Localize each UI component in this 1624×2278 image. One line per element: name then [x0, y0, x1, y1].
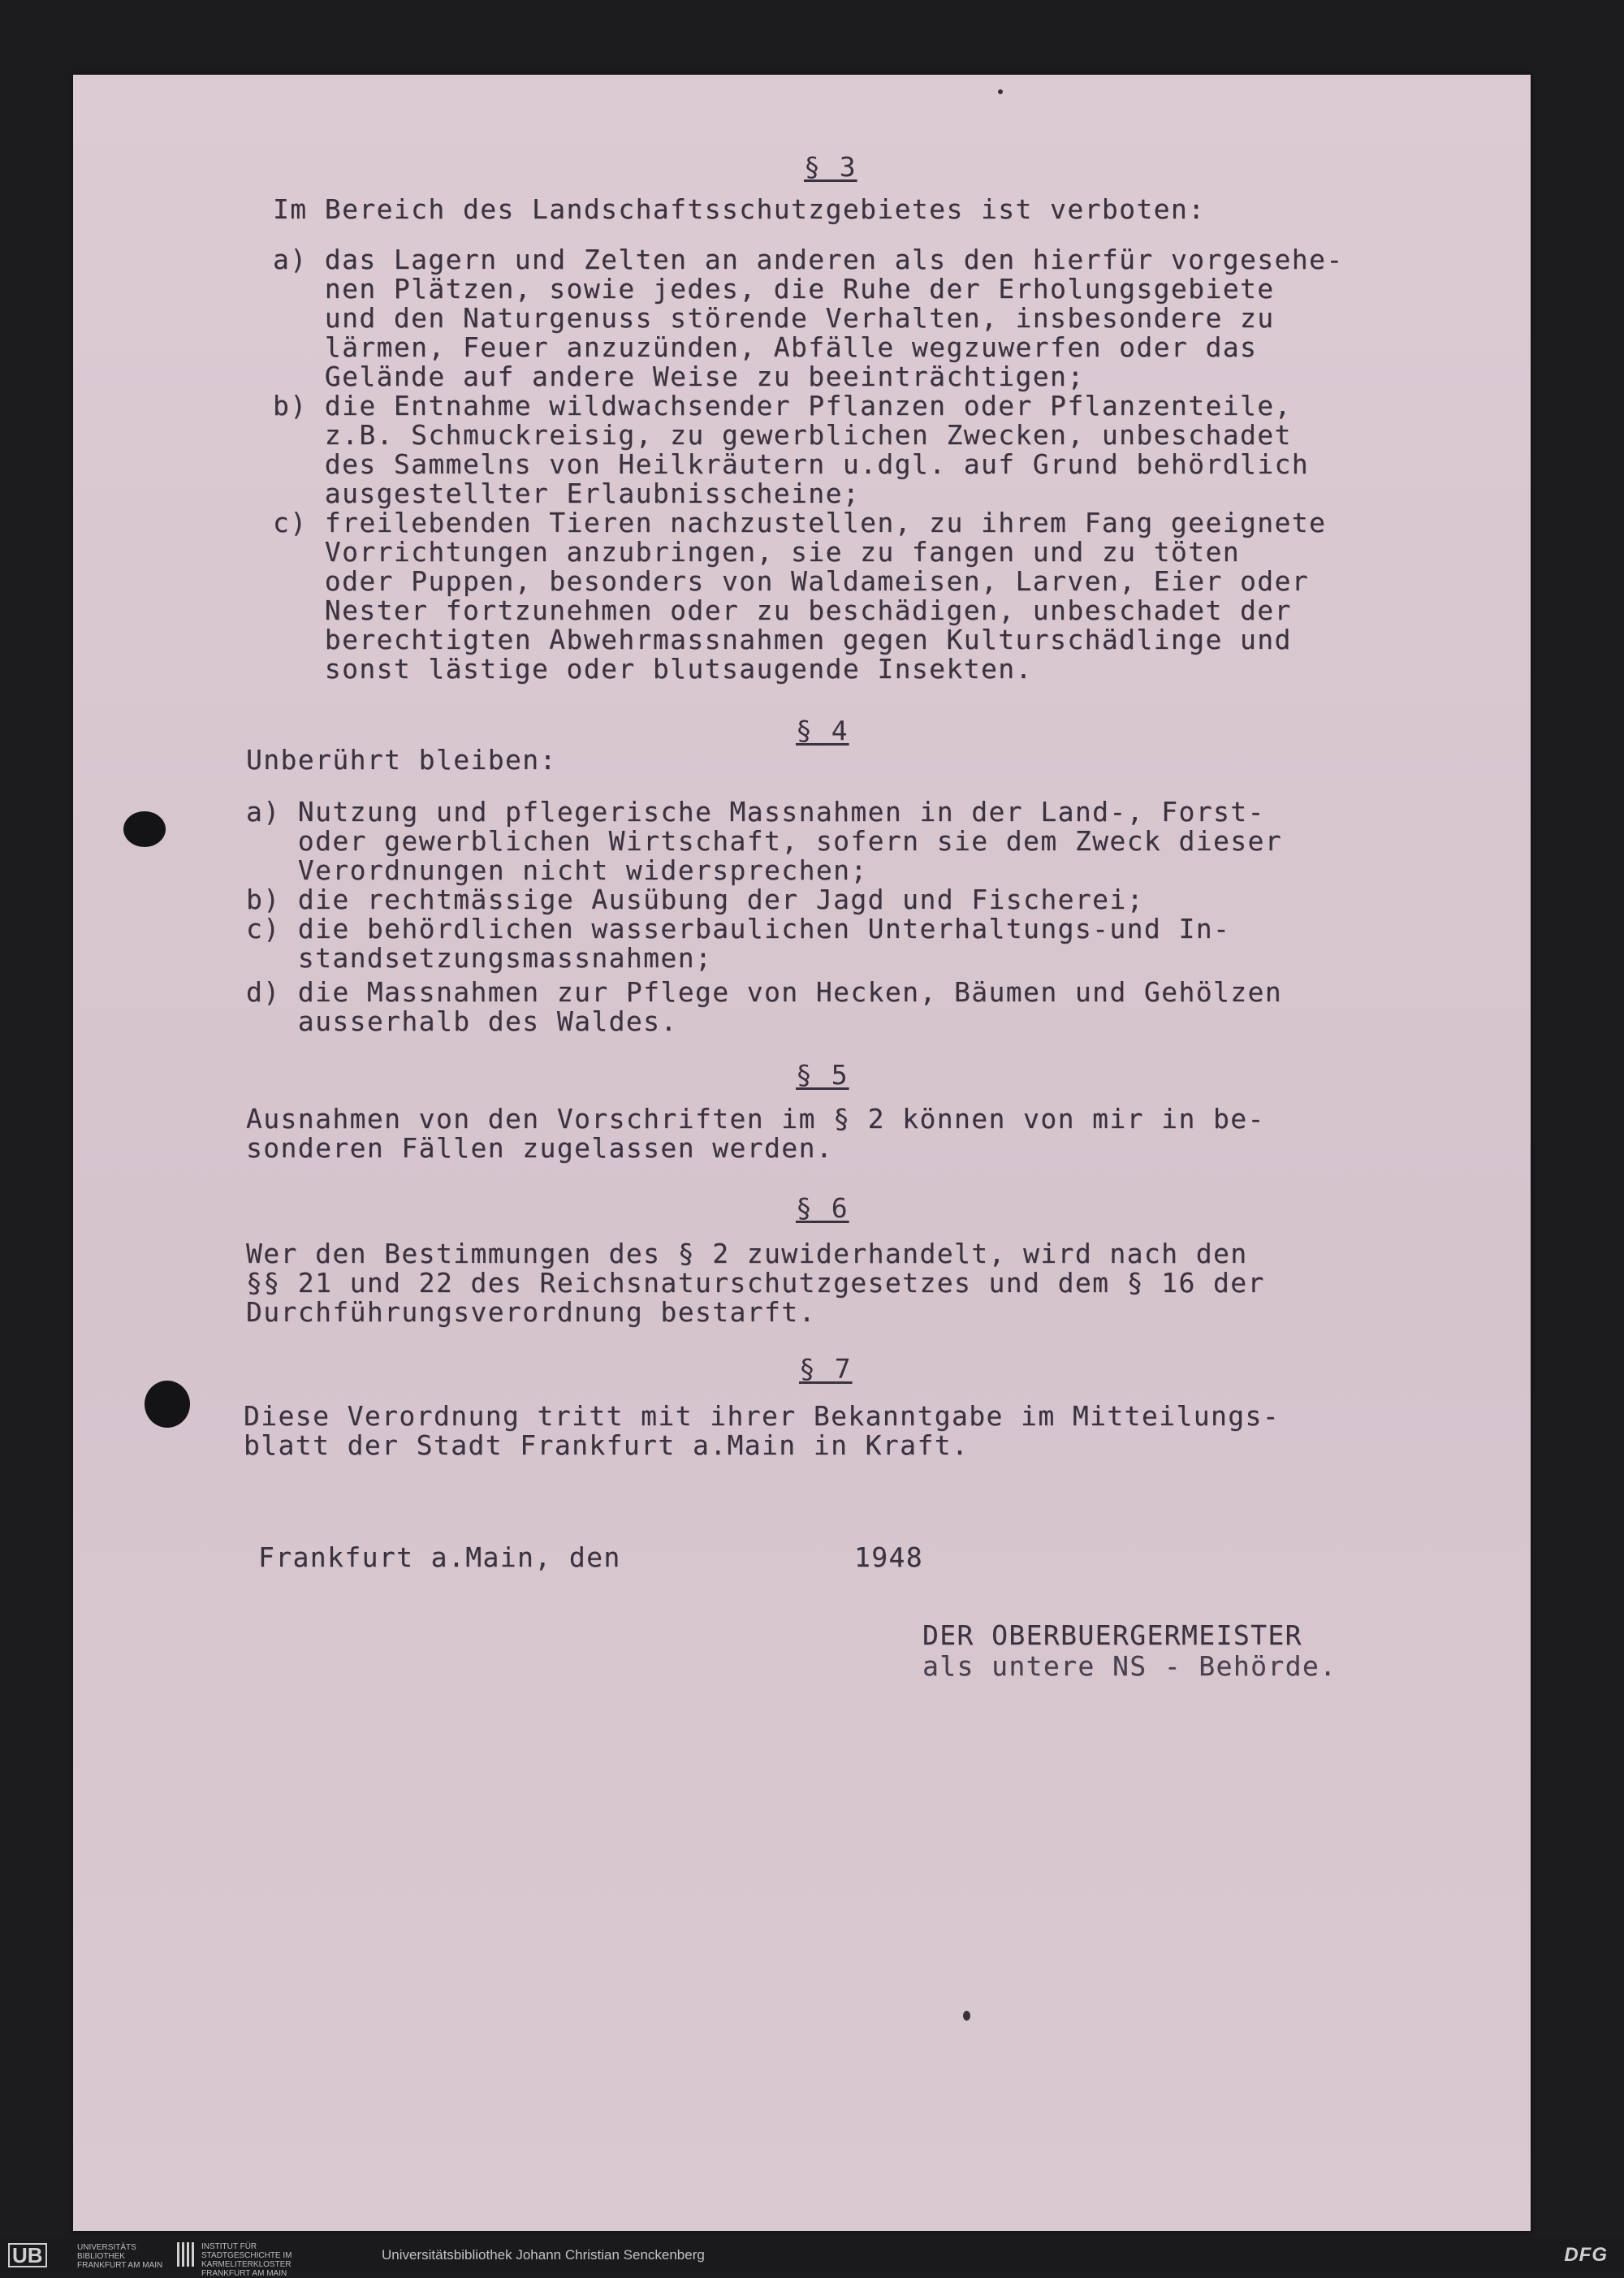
- section-4-heading: § 4: [796, 715, 849, 746]
- section-4-line: Verordnungen nicht widersprechen;: [246, 854, 868, 886]
- section-4-line: ausserhalb des Waldes.: [246, 1005, 678, 1037]
- section-3-line: sonst lästige oder blutsaugende Insekten.: [273, 653, 1033, 685]
- section-3-heading: § 3: [804, 151, 857, 183]
- section-3-line: b) die Entnahme wildwachsender Pflanzen oder Pflanzenteile,: [273, 390, 1292, 421]
- section-6-line: Durchführungsverordnung bestarft.: [246, 1296, 816, 1328]
- ink-speck: [998, 89, 1003, 94]
- section-7-heading: § 7: [799, 1353, 853, 1385]
- punch-hole-upper: [123, 811, 166, 847]
- section-3-line: a) das Lagern und Zelten an anderen als den hierfür vorgesehe-: [273, 244, 1344, 275]
- institute-logo-text: INSTITUT FÜR STADTGESCHICHTE IM KARMELITERKLOSTER FRANKFURT AM MAIN: [201, 2242, 292, 2278]
- signature-line-1: DER OBERBUERGERMEISTER: [922, 1619, 1302, 1651]
- section-3-line: c) freilebenden Tieren nachzustellen, zu ihrem Fang geeignete: [273, 507, 1327, 538]
- section-3-line: Gelände auf andere Weise zu beeinträchtigen;: [273, 361, 1085, 392]
- punch-hole-lower: [145, 1381, 190, 1428]
- section-6-heading: § 6: [796, 1192, 849, 1224]
- library-name: Universitätsbibliothek Johann Christian Senckenberg: [382, 2247, 705, 2263]
- section-4-line: oder gewerblichen Wirtschaft, sofern sie dem Zweck dieser: [246, 825, 1283, 857]
- year: 1948: [854, 1541, 924, 1573]
- section-3-line: Nester fortzunehmen oder zu beschädigen, unbeschadet der: [273, 594, 1292, 626]
- section-4-intro: Unberührt bleiben:: [246, 744, 557, 776]
- section-5-line: sonderen Fällen zugelassen werden.: [246, 1132, 834, 1164]
- section-3-line: des Sammelns von Heilkräutern u.dgl. auf Grund behördlich: [273, 448, 1310, 480]
- ub-logo[interactable]: UB: [8, 2243, 47, 2267]
- footer-bar: [0, 2238, 1624, 2278]
- section-3-line: ausgestellter Erlaubnisscheine;: [273, 478, 861, 509]
- section-7-line: blatt der Stadt Frankfurt a.Main in Kraft.: [244, 1429, 970, 1461]
- ink-speck: [963, 2011, 970, 2021]
- section-4-line: b) die rechtmässige Ausübung der Jagd und Fischerei;: [246, 884, 1144, 915]
- section-5-heading: § 5: [796, 1059, 849, 1091]
- section-3-line: und den Naturgenuss störende Verhalten, insbesondere zu: [273, 302, 1275, 334]
- section-3-intro: Im Bereich des Landschaftsschutzgebietes ist verboten:: [273, 193, 1206, 225]
- ub-logo-text: UNIVERSITÄTS BIBLIOTHEK FRANKFURT AM MAIN: [77, 2243, 163, 2270]
- place-date: Frankfurt a.Main, den: [258, 1541, 621, 1573]
- section-3-line: berechtigten Abwehrmassnahmen gegen Kulturschädlinge und: [273, 624, 1292, 655]
- section-3-line: lärmen, Feuer anzuzünden, Abfälle wegzuwerfen oder das: [273, 331, 1258, 363]
- institute-logo-icon[interactable]: [177, 2242, 195, 2267]
- dfg-logo[interactable]: DFG: [1564, 2244, 1608, 2266]
- section-4-line: d) die Massnahmen zur Pflege von Hecken, Bäumen und Gehölzen: [246, 976, 1283, 1008]
- section-7-line: Diese Verordnung tritt mit ihrer Bekanntgabe im Mitteilungs-: [244, 1400, 1281, 1432]
- section-4-line: c) die behördlichen wasserbaulichen Unterhaltungs-und In-: [246, 913, 1231, 944]
- section-3-line: nen Plätzen, sowie jedes, die Ruhe der Erholungsgebiete: [273, 273, 1275, 305]
- section-4-line: standsetzungsmassnahmen;: [246, 942, 713, 974]
- section-4-line: a) Nutzung und pflegerische Massnahmen in der Land-, Forst-: [246, 796, 1265, 828]
- section-3-line: Vorrichtungen anzubringen, sie zu fangen und zu töten: [273, 536, 1240, 568]
- section-3-line: oder Puppen, besonders von Waldameisen, Larven, Eier oder: [273, 565, 1310, 597]
- section-3-line: z.B. Schmuckreisig, zu gewerblichen Zwecken, unbeschadet: [273, 419, 1292, 451]
- signature-line-2: als untere NS - Behörde.: [922, 1650, 1337, 1682]
- section-6-line: Wer den Bestimmungen des § 2 zuwiderhandelt, wird nach den: [246, 1238, 1248, 1269]
- section-6-line: §§ 21 und 22 des Reichsnaturschutzgesetzes und dem § 16 der: [246, 1267, 1265, 1299]
- section-5-line: Ausnahmen von den Vorschriften im § 2 können von mir in be-: [246, 1103, 1265, 1135]
